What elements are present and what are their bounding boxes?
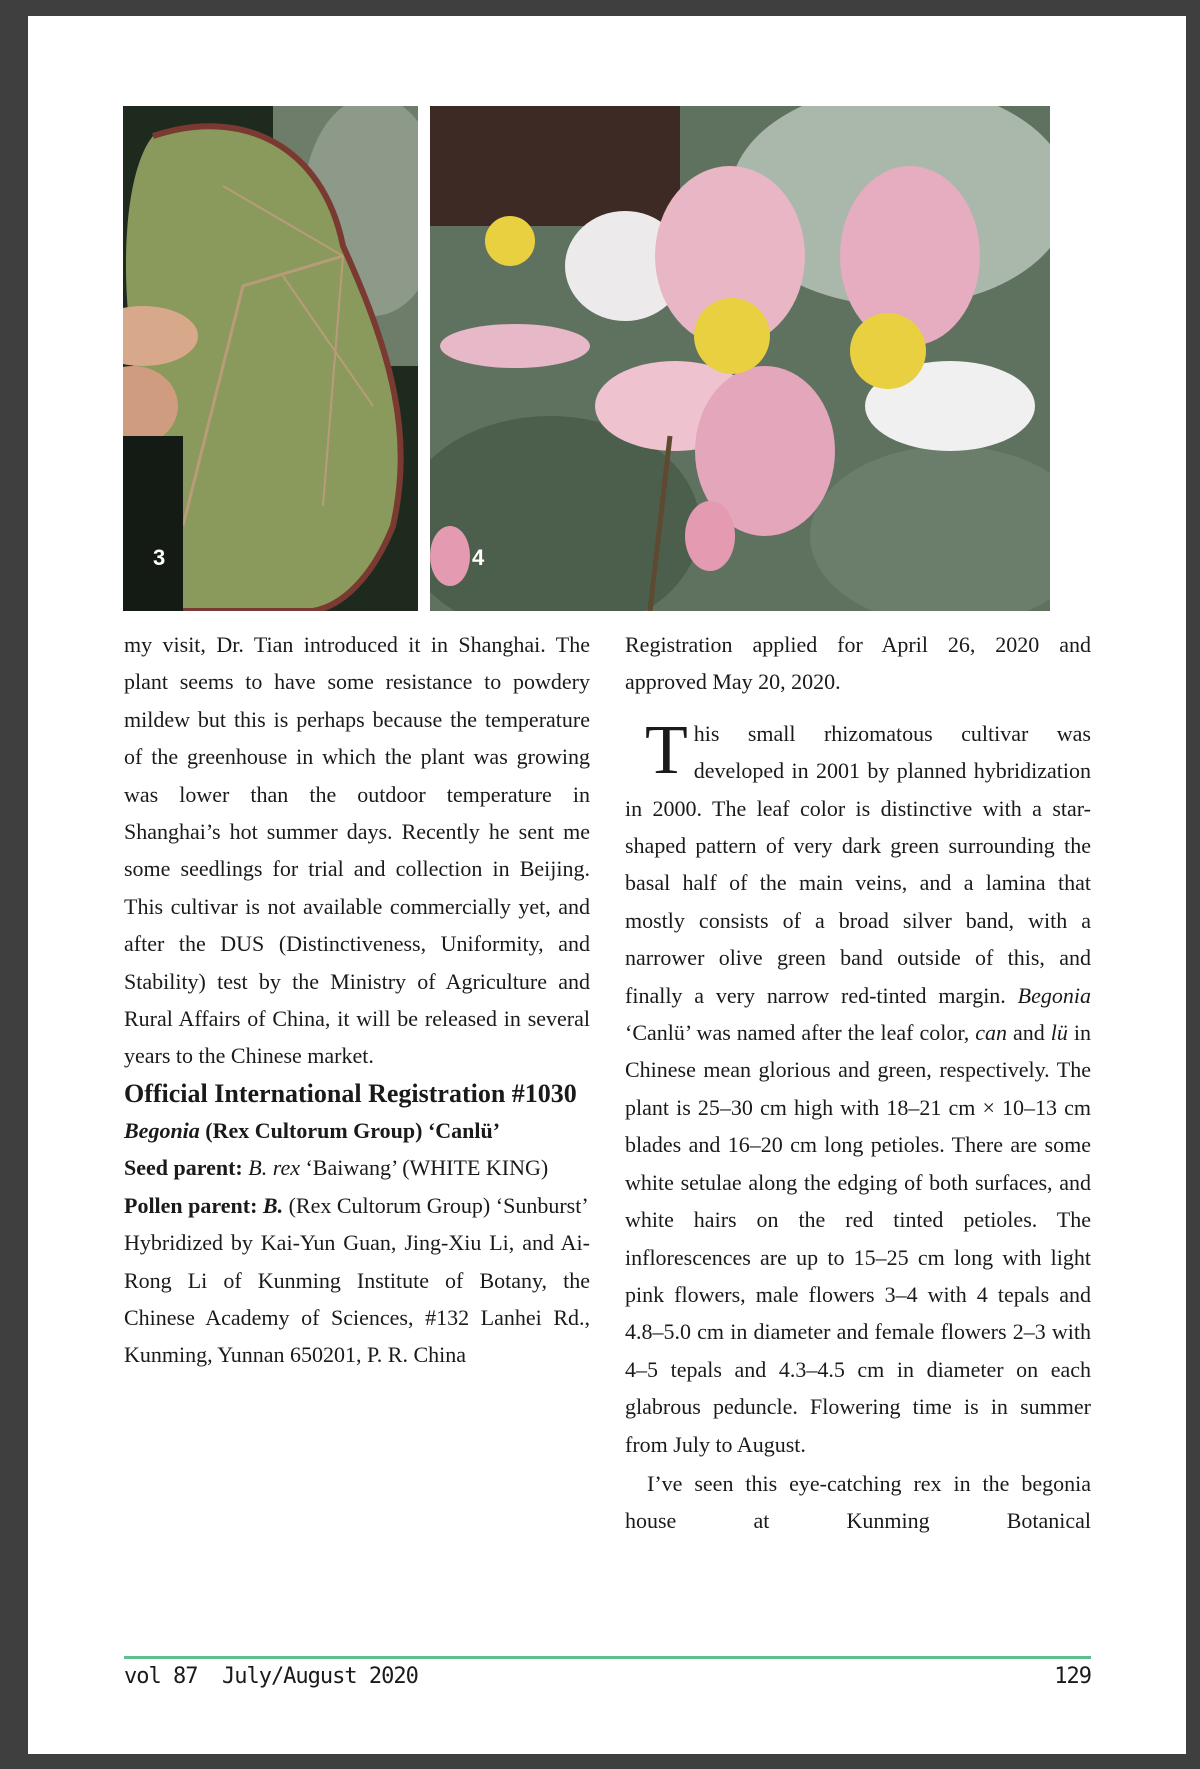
intro-paragraph: my visit, Dr. Tian introduced it in Shanghai. The plant seems to have some resistance to powdery mildew but this is perhaps because the temperature of the greenhouse in which the plant was growing was lower than the outdoor temperature in Shanghai’s hot summer days. Recently he sent me some seedlings for trial and collection in Beijing. This cultivar is not available commercially yet, and after the DUS (Distinctiveness, Uniformity, and Stability) test by the Ministry of Agriculture and Rural Affairs of China, it will be released in several years to the Chinese market. xyxy=(124,632,590,1069)
hybridizer-info: Hybridized by Kai-Yun Guan, Jing-Xiu Li, and Ai-Rong Li of Kunming Institute of Botany, the Chinese Academy of Sciences, #132 Lanhei Rd., Kunming, Yunnan 650201, P. R. China xyxy=(124,1230,590,1368)
footer-page-number: 129 xyxy=(1054,1664,1091,1689)
page xyxy=(28,16,1186,1754)
flower-photo-image xyxy=(430,106,1050,611)
figure-4-flower-photo xyxy=(430,106,1050,611)
description-genus: Begonia xyxy=(1017,982,1091,1008)
cultivar-genus: Begonia xyxy=(124,1117,200,1143)
description-text-1: his small rhizomatous cultivar was developed in 2001 by planned hybridization in 2000. The leaf color is distinctive with a star-shaped pattern of very dark green surrounding the basal half of the main veins, and a lamina that mostly consists of a broad silver band, with a narrower olive green band outside of this, and finally a very narrow red-tinted margin. xyxy=(625,720,1091,1008)
description-text-2: ‘Canlü’ was named after the leaf color, xyxy=(625,1020,976,1046)
registration-heading: Official International Registration #1030 xyxy=(124,1078,577,1108)
registration-dates: Registration applied for April 26, 2020 and approved May 20, 2020. xyxy=(625,632,1091,695)
pollen-parent xyxy=(124,1187,590,1224)
description-text-4: in Chinese mean glorious and green, respectively. The plant is 25–30 cm high with 18–21 cm × 10–13 cm blades and 16–20 cm long petioles. There are some white setulae along the edging of both surfaces, and white hairs on the red tinted petioles. The inflorescences are up to 15–25 cm long with light pink flowers, male flowers 3–4 with 4 tepals and 4.8–5.0 cm in diameter and female flowers 2–3 with 4–5 tepals and 4.3–4.5 cm in diameter on each glabrous peduncle. Flowering time is in summer from July to August. xyxy=(625,1020,1092,1457)
cultivar-name xyxy=(124,1112,590,1149)
cultivar-group-name: (Rex Cultorum Group) ‘Canlü’ xyxy=(199,1117,501,1143)
description-text-3: and xyxy=(1007,1020,1051,1046)
figure-3-number: 3 xyxy=(153,545,166,570)
seed-parent xyxy=(124,1149,590,1186)
left-column xyxy=(124,626,590,1374)
seed-parent-name: ‘Baiwang’ (WHITE KING) xyxy=(299,1155,549,1181)
right-column xyxy=(625,626,1091,1540)
description-paragraph xyxy=(625,711,1092,1463)
figure-4-number: 4 xyxy=(472,545,485,570)
word-lu: lü xyxy=(1050,1020,1068,1046)
drop-cap: T xyxy=(645,711,688,789)
pollen-parent-name: (Rex Cultorum Group) ‘Sunburst’ xyxy=(283,1192,589,1218)
pollen-parent-label: Pollen parent: xyxy=(124,1192,258,1218)
word-can: can xyxy=(975,1020,1008,1046)
leaf-photo-image xyxy=(123,106,418,611)
footer-issue: vol 87 July/August 2020 xyxy=(124,1664,418,1689)
seed-parent-label: Seed parent: xyxy=(124,1155,243,1181)
seed-parent-genus: B. rex xyxy=(242,1155,300,1181)
last-paragraph: I’ve seen this eye-catching rex in the begonia house at Kunming Botanical xyxy=(625,1470,1091,1534)
pollen-parent-genus: B. xyxy=(257,1192,284,1218)
footer-rule xyxy=(124,1656,1091,1659)
figure-3-leaf-photo xyxy=(123,106,418,611)
